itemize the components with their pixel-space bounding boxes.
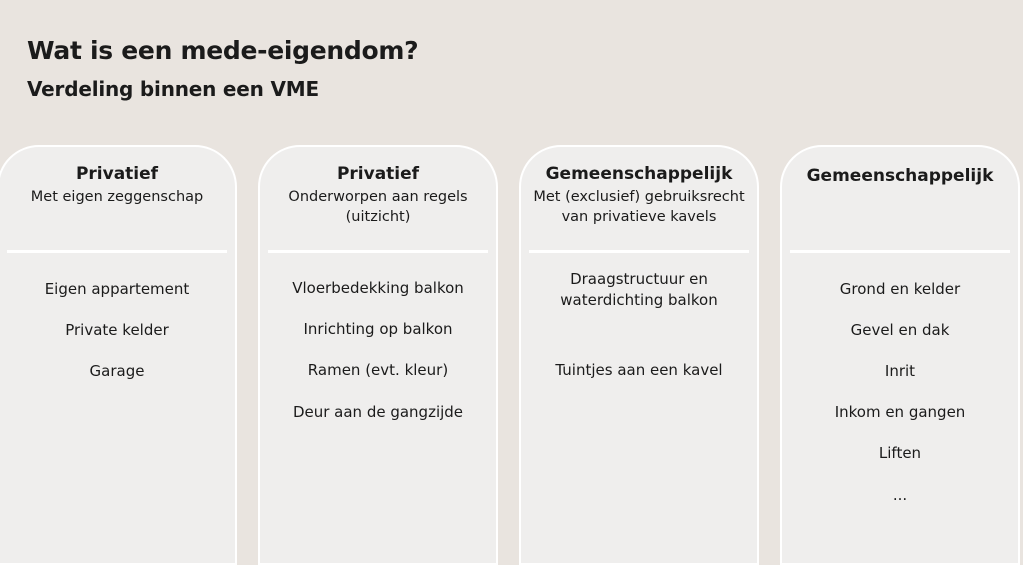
- column-description-line: Met eigen zeggenschap: [30, 189, 204, 205]
- page-subtitle: Verdeling binnen een VME: [27, 77, 319, 101]
- list-item: Garage: [89, 362, 145, 380]
- column-header: [0, 161, 235, 207]
- list-item: Deur aan de gangzijde: [292, 403, 464, 421]
- list-item: Inkom en gangen: [834, 403, 966, 421]
- column-privatief-eigen: [0, 145, 237, 565]
- list-item: Tuintjes aan een kavel: [555, 361, 723, 379]
- list-item: Vloerbedekking balkon: [292, 279, 464, 297]
- column-title: Gemeenschappelijk: [806, 166, 994, 186]
- column-header: [260, 161, 496, 227]
- column-description-line: Onderworpen aan regels: [288, 189, 468, 205]
- column-divider: [790, 250, 1010, 253]
- list-item: Private kelder: [65, 321, 169, 339]
- column-title: Privatief: [75, 164, 159, 184]
- column-header: [782, 163, 1018, 189]
- list-item: Draagstructuur en: [570, 270, 708, 288]
- column-divider: [529, 250, 749, 253]
- page-title: Wat is een mede-eigendom?: [27, 36, 419, 65]
- column-description-line: van privatieve kavels: [561, 209, 717, 225]
- column-title: Gemeenschappelijk: [545, 164, 733, 184]
- column-description-line: Met (exclusief) gebruiksrecht: [533, 189, 745, 205]
- list-item: Inrit: [884, 362, 916, 380]
- column-header: [521, 161, 757, 227]
- column-divider: [7, 250, 227, 253]
- list-item: Liften: [878, 444, 922, 462]
- column-gemeenschappelijk: [780, 145, 1020, 565]
- list-item: ...: [892, 486, 908, 504]
- column-gemeenschappelijk-gebruiksrecht: [519, 145, 759, 565]
- list-item: waterdichting balkon: [560, 291, 718, 309]
- list-item: Eigen appartement: [44, 280, 190, 298]
- list-item: Gevel en dak: [850, 321, 950, 339]
- list-item: Ramen (evt. kleur): [307, 361, 449, 379]
- list-item: Inrichting op balkon: [303, 320, 453, 338]
- column-description-line: (uitzicht): [345, 209, 411, 225]
- column-title: Privatief: [336, 164, 420, 184]
- column-divider: [268, 250, 488, 253]
- list-item: Grond en kelder: [839, 280, 961, 298]
- column-privatief-regels: [258, 145, 498, 565]
